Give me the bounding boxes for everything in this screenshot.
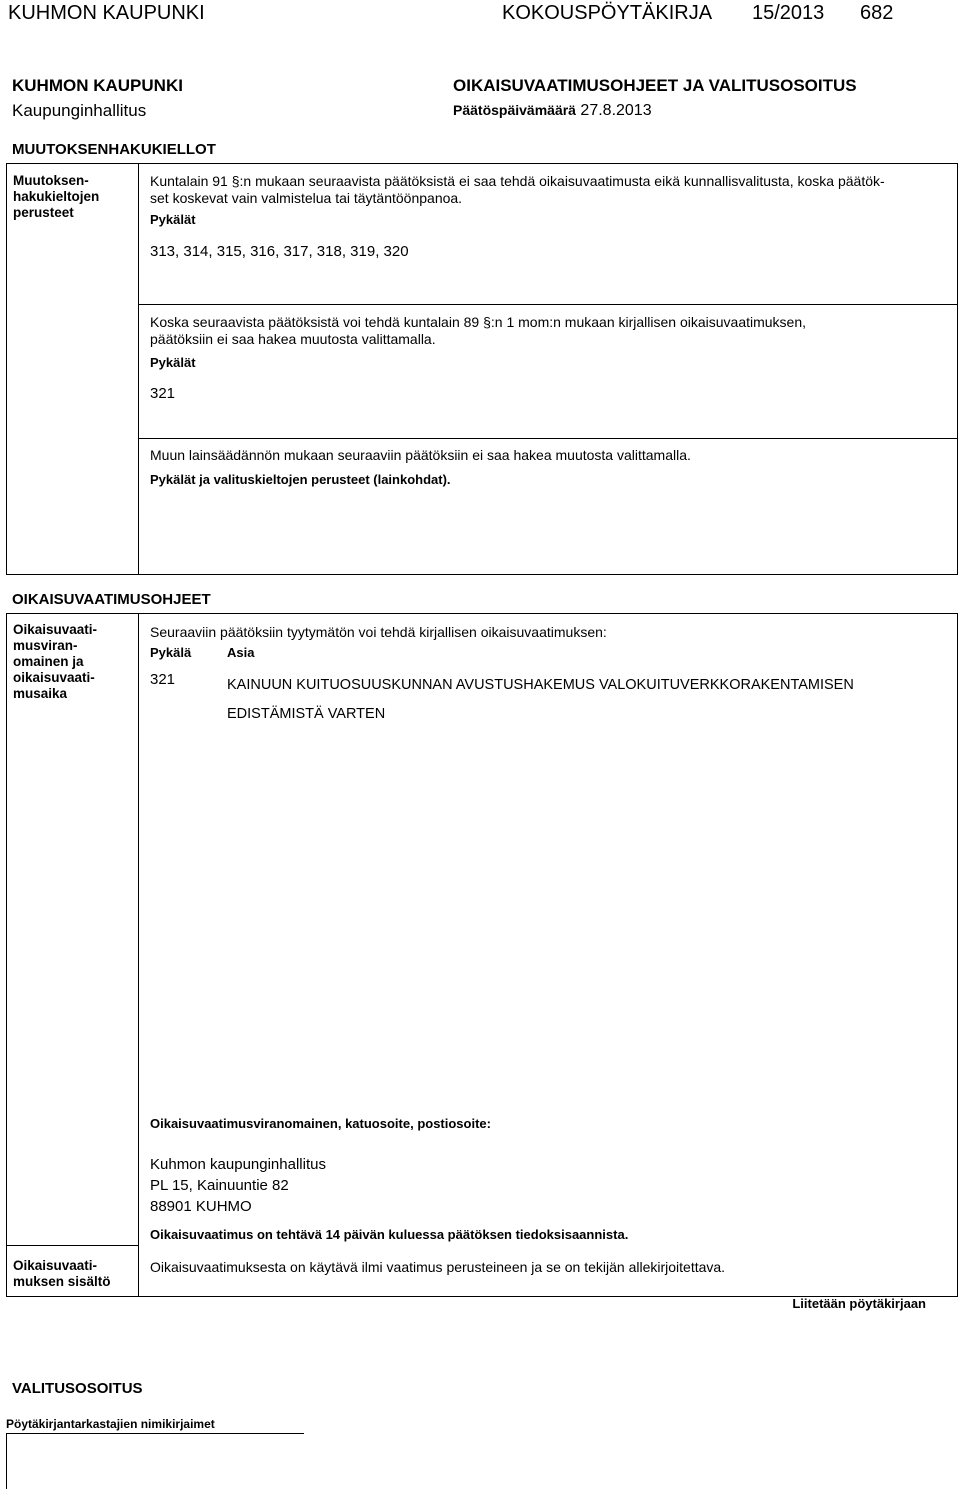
column-header-asia: Asia xyxy=(227,645,255,660)
signatures-line xyxy=(6,1433,304,1434)
row-divider xyxy=(6,1245,139,1246)
block2-pykalat-label: Pykälät xyxy=(150,355,196,370)
column-header-pykala: Pykälä xyxy=(150,645,192,660)
document-title: OIKAISUVAATIMUSOHJEET JA VALITUSOSOITUS xyxy=(453,76,857,95)
block1-pykalat-values: 313, 314, 315, 316, 317, 318, 319, 320 xyxy=(150,243,409,260)
block1-pykalat-label: Pykälät xyxy=(150,212,196,227)
side-label-oikaisuvaatimuksen-sisalto: Oikaisuvaati- muksen sisältö xyxy=(13,1258,111,1289)
block2-text: Koska seuraavista päätöksistä voi tehdä kuntalain 89 §:n 1 mom:n mukaan kirjallisen oikaisuvaatimuksen, päätöksiin ei saa hakea muutosta valittamalla. xyxy=(150,314,807,347)
row-pykala: 321 xyxy=(150,671,176,688)
signatures-box-left xyxy=(6,1433,7,1489)
column-divider xyxy=(138,163,139,575)
side-label-oikaisuvaatimusviranomainen: Oikaisuvaati- musviran- omainen ja oikaisuvaati- musaika xyxy=(13,622,98,701)
row-asia: KAINUUN KUITUOSUUSKUNNAN AVUSTUSHAKEMUS VALOKUITUVERKKORAKENTAMISEN EDISTÄMISTÄ VARTEN xyxy=(227,677,854,722)
block1-text: Kuntalain 91 §:n mukaan seuraavista päätöksistä ei saa tehdä oikaisuvaatimusta eikä kunnallisvalitusta, koska päätök- set koskevat vain valmistelua tai täytäntöönpanoa. xyxy=(150,173,885,206)
header-page-no: 682 xyxy=(860,2,894,24)
appeal-intro: Seuraaviin päätöksiin tyytymätön voi tehdä kirjallisen oikaisuvaatimuksen: xyxy=(150,624,607,640)
block3-text: Muun lainsäädännön mukaan seuraaviin päätöksiin ei saa hakea muutosta valittamalla. xyxy=(150,447,691,463)
side-label-muutoksenhakukieltojen-perusteet: Muutoksen- hakukieltojen perusteet xyxy=(13,173,100,220)
section-title-muutoksenhakukiellot: MUUTOKSENHAKUKIELLOT xyxy=(12,141,216,158)
decision-date-label: Päätöspäivämäärä xyxy=(453,102,576,118)
appeal-content-text: Oikaisuvaatimuksesta on käytävä ilmi vaatimus perusteineen ja se on tekijän allekirjoitettava. xyxy=(150,1259,726,1275)
column-divider xyxy=(138,613,139,1297)
header-meeting-no: 15/2013 xyxy=(752,2,825,24)
signatures-label: Pöytäkirjantarkastajien nimikirjaimet xyxy=(6,1417,215,1431)
decision-date xyxy=(453,102,652,120)
block3-note: Pykälät ja valituskieltojen perusteet (lainkohdat). xyxy=(150,472,451,487)
appeal-deadline: Oikaisuvaatimus on tehtävä 14 päivän kuluessa päätöksen tiedoksisaannista. xyxy=(150,1227,629,1242)
authority-label: Oikaisuvaatimusviranomainen, katuosoite, postiosoite: xyxy=(150,1116,491,1131)
authority-address: Kuhmon kaupunginhallitus PL 15, Kainuuntie 82 88901 KUHMO xyxy=(150,1156,326,1215)
muutoksenhakukiellot-box xyxy=(6,163,958,575)
row-divider xyxy=(138,304,958,305)
row-divider xyxy=(138,438,958,439)
header-municipality: KUHMON KAUPUNKI xyxy=(8,2,205,24)
org-name: KUHMON KAUPUNKI xyxy=(12,76,183,95)
block2-pykalat-values: 321 xyxy=(150,385,176,402)
section-title-oikaisuvaatimusohjeet: OIKAISUVAATIMUSOHJEET xyxy=(12,591,211,608)
attach-note: Liitetään pöytäkirjaan xyxy=(792,1296,926,1311)
org-body: Kaupunginhallitus xyxy=(12,101,147,120)
decision-date-value: 27.8.2013 xyxy=(580,102,652,119)
section-title-valitusosoitus: VALITUSOSOITUS xyxy=(12,1380,143,1397)
header-doc-type: KOKOUSPÖYTÄKIRJA xyxy=(502,2,713,24)
